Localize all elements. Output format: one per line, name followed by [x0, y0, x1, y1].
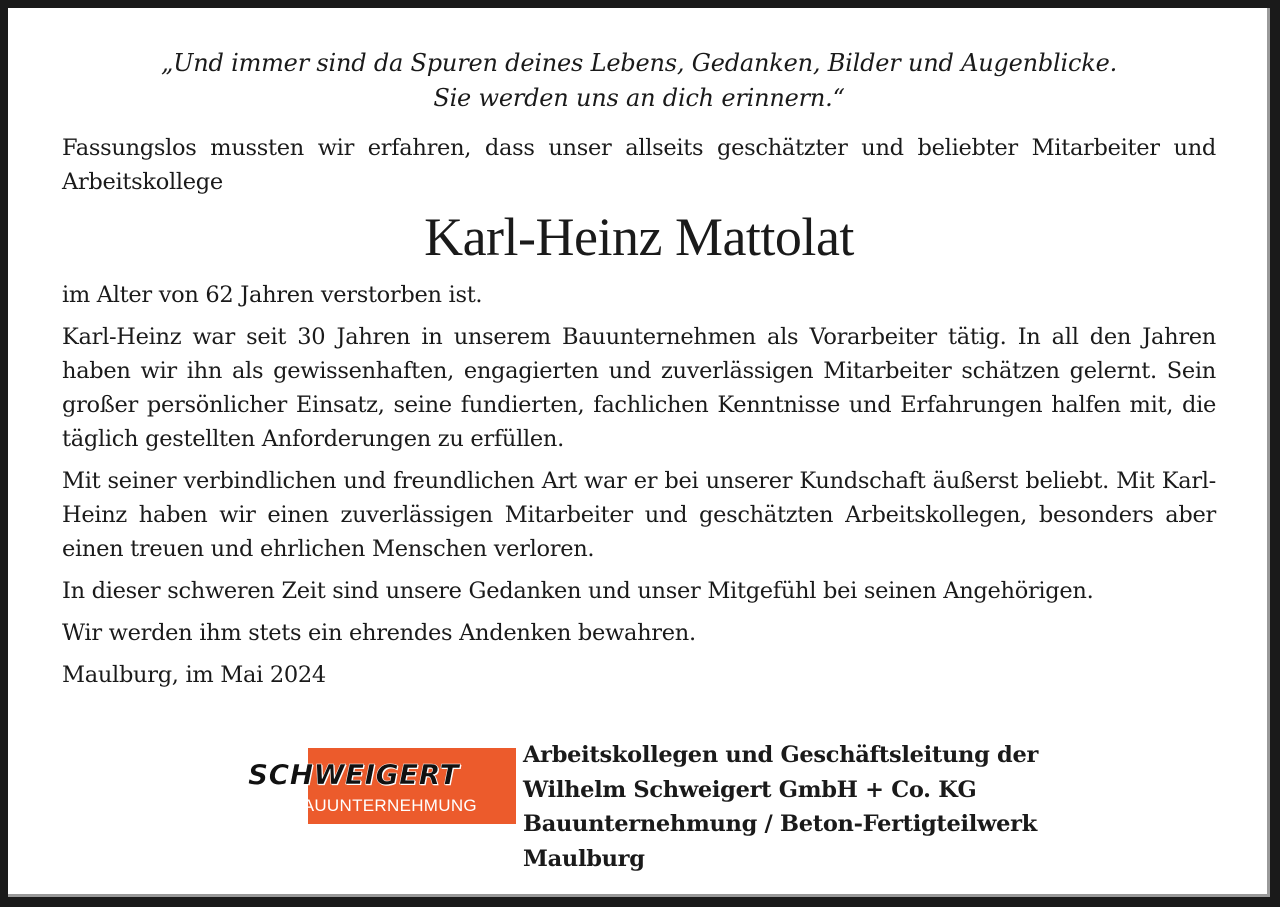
place-date: Maulburg, im Mai 2024: [62, 662, 326, 688]
logo-wordmark: SCHWEIGERT: [248, 758, 460, 791]
signature-line-2: Wilhelm Schweigert GmbH + Co. KG: [523, 776, 977, 803]
notice-content: [62, 46, 1216, 692]
signature-block: [523, 738, 1038, 876]
deceased-name: Karl-Heinz Mattolat: [424, 207, 854, 267]
company-logo: [248, 748, 486, 824]
paragraph-career: Karl-Heinz war seit 30 Jahren in unserem Bauunternehmen als Vorarbeiter tätig. In all den Jahren haben wir ihn als gewissenhaften, engagierten und zuverlässigen Mitarbeiter schätzen gelernt. Sein großer persönlicher Einsatz, seine fundierten, fachlichen Kenntnisse und Erfahrungen halfen mit, die täglich gestellten Anforderungen zu erfüllen.: [62, 324, 1216, 452]
quote: [62, 46, 1216, 116]
quote-line-1: „Und immer sind da Spuren deines Lebens, Gedanken, Bilder und Augenblicke.: [160, 49, 1118, 77]
paragraph-character: Mit seiner verbindlichen und freundlichen Art war er bei unserer Kundschaft äußerst beliebt. Mit Karl-Heinz haben wir einen zuverlässigen Mitarbeiter und geschätzten Arbeitskollegen, besonders aber einen treuen und ehrlichen Menschen verloren.: [62, 468, 1216, 562]
signature-line-4: Maulburg: [523, 845, 645, 872]
age-text: im Alter von 62 Jahren verstorben ist.: [62, 282, 483, 308]
logo-subtitle: BAUUNTERNEHMUNG: [291, 796, 477, 815]
paragraph-sympathy: In dieser schweren Zeit sind unsere Gedanken und unser Mitgefühl bei seinen Angehörigen.: [62, 578, 1094, 604]
closing-block: [248, 736, 1178, 876]
signature-line-3: Bauunternehmung / Beton-Fertigteilwerk: [523, 811, 1037, 837]
obituary-notice: [8, 8, 1270, 897]
quote-line-2: Sie werden uns an dich erinnern.“: [433, 84, 845, 112]
signature-line-1: Arbeitskollegen und Geschäftsleitung der: [523, 742, 1039, 768]
intro-text: Fassungslos mussten wir erfahren, dass unser allseits geschätzter und beliebter Mitarbeiter und Arbeitskollege: [62, 135, 1216, 195]
paragraph-remembrance: Wir werden ihm stets ein ehrendes Andenken bewahren.: [62, 620, 696, 646]
